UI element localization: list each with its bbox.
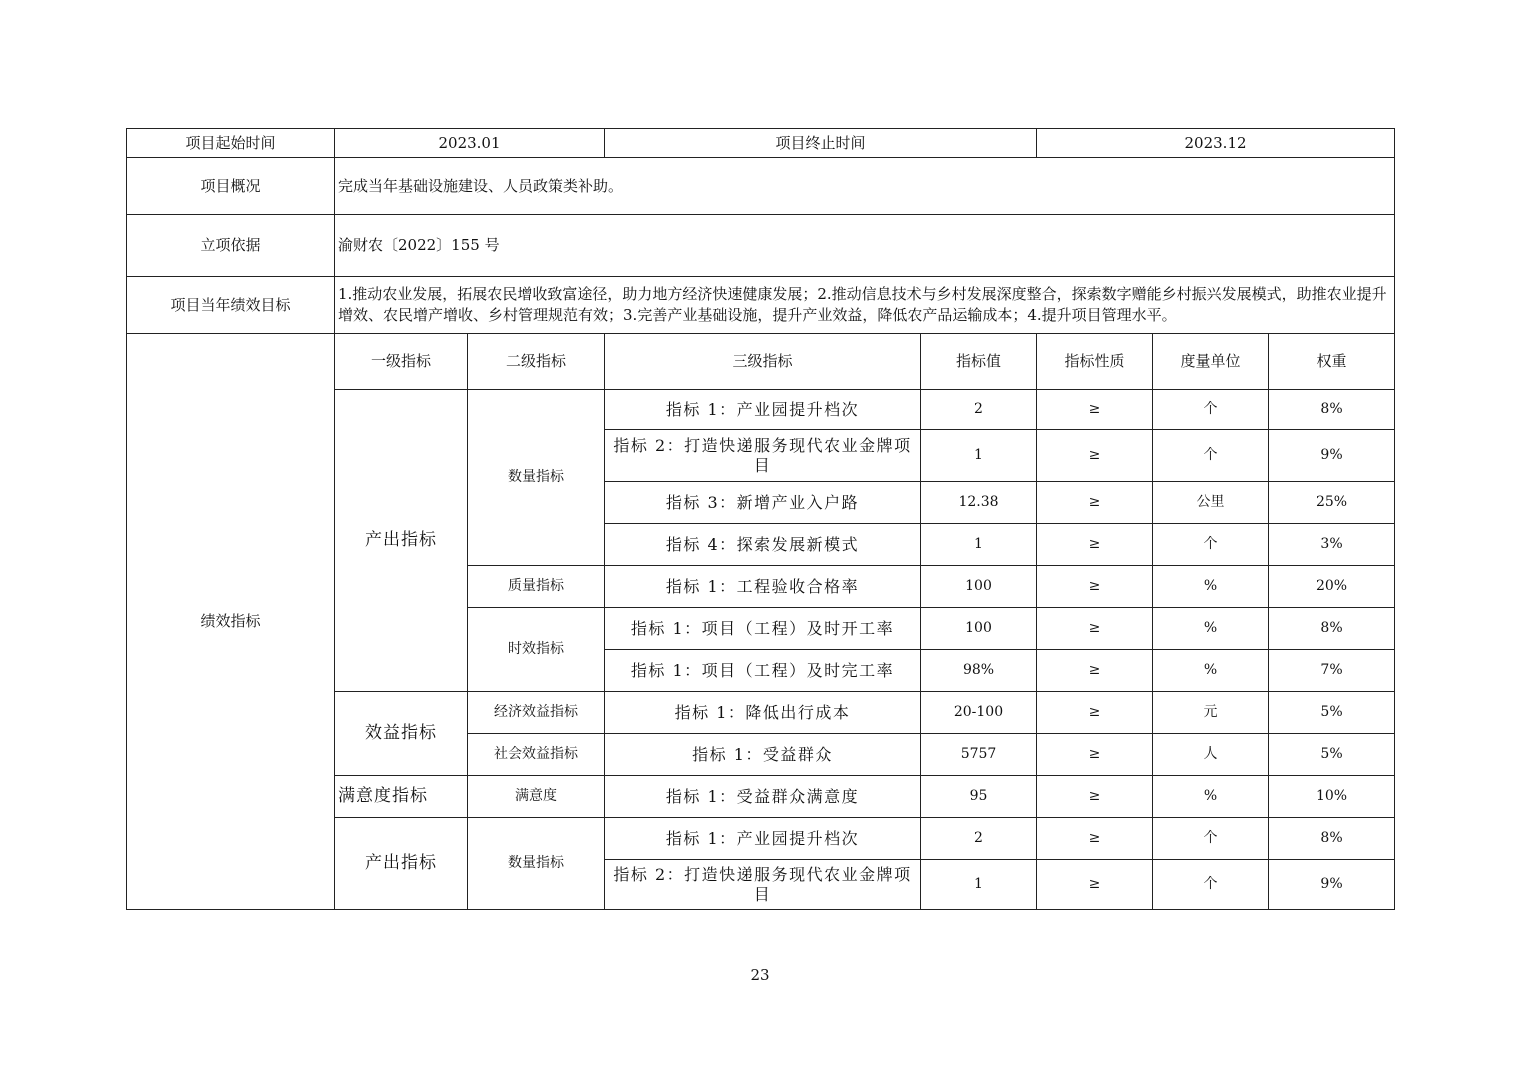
column-header: 三级指标 [605,334,921,390]
performance-table [126,128,1395,910]
indicator-nature: ≥ [1037,692,1153,734]
indicator-name: 指标 1：降低出行成本 [605,692,921,734]
indicator-unit: % [1153,566,1269,608]
indicator-name: 指标 3：新增产业入户路 [605,482,921,524]
indicator-unit: 个 [1153,860,1269,910]
indicator-unit: 公里 [1153,482,1269,524]
indicator-name: 指标 2：打造快递服务现代农业金牌项目 [605,860,921,910]
indicator-value: 5757 [921,734,1037,776]
indicator-unit: 个 [1153,390,1269,430]
indicator-nature: ≥ [1037,734,1153,776]
indicator-weight: 5% [1269,734,1395,776]
indicator-name: 指标 4：探索发展新模式 [605,524,921,566]
overview-label: 项目概况 [127,158,335,215]
indicator-value: 20-100 [921,692,1037,734]
basis-value: 渝财农〔2022〕155 号 [335,215,1395,277]
indicator-nature: ≥ [1037,524,1153,566]
indicator-weight: 9% [1269,430,1395,482]
indicator-value: 1 [921,430,1037,482]
indicator-nature: ≥ [1037,566,1153,608]
indicator-weight: 3% [1269,524,1395,566]
end-time-label: 项目终止时间 [605,129,1037,158]
indicator-value: 2 [921,818,1037,860]
indicator-weight: 8% [1269,608,1395,650]
indicator-nature: ≥ [1037,482,1153,524]
header-row [127,129,1395,158]
indicator-nature: ≥ [1037,650,1153,692]
indicator-unit: % [1153,608,1269,650]
indicator-weight: 5% [1269,692,1395,734]
indicator-weight: 25% [1269,482,1395,524]
indicator-weight: 10% [1269,776,1395,818]
indicator-value: 98% [921,650,1037,692]
indicator-unit: 元 [1153,692,1269,734]
indicator-value: 1 [921,860,1037,910]
column-header: 权重 [1269,334,1395,390]
indicator-value: 100 [921,608,1037,650]
indicator-nature: ≥ [1037,776,1153,818]
level1-output: 产出指标 [335,390,468,692]
level2-social: 社会效益指标 [468,734,605,776]
indicator-unit: % [1153,650,1269,692]
level1-output-2: 产出指标 [335,818,468,910]
indicator-name: 指标 1：受益群众满意度 [605,776,921,818]
indicator-value: 1 [921,524,1037,566]
basis-row [127,215,1395,277]
indicator-unit: 个 [1153,430,1269,482]
indicator-unit: 个 [1153,524,1269,566]
indicator-weight: 7% [1269,650,1395,692]
indicator-weight: 8% [1269,818,1395,860]
indicator-name: 指标 1：工程验收合格率 [605,566,921,608]
indicator-unit: 个 [1153,818,1269,860]
start-time-label: 项目起始时间 [127,129,335,158]
indicators-label: 绩效指标 [127,334,335,910]
indicator-name: 指标 1：受益群众 [605,734,921,776]
indicator-value: 12.38 [921,482,1037,524]
level2-quantity: 数量指标 [468,390,605,566]
indicator-value: 100 [921,566,1037,608]
indicator-name: 指标 1：项目（工程）及时完工率 [605,650,921,692]
indicator-weight: 9% [1269,860,1395,910]
indicator-name: 指标 1：产业园提升档次 [605,818,921,860]
start-time-value: 2023.01 [335,129,605,158]
indicator-nature: ≥ [1037,430,1153,482]
indicator-unit: 人 [1153,734,1269,776]
indicator-value: 95 [921,776,1037,818]
level2-quantity-2: 数量指标 [468,818,605,910]
goal-value: 1.推动农业发展，拓展农民增收致富途径，助力地方经济快速健康发展；2.推动信息技术与乡村发展深度整合，探索数字赠能乡村振兴发展模式，助推农业提升增效、农民增产增收、乡村管理规范有效；3.完善产业基础设施，提升产业效益，降低农产品运输成本；4.提升项目管理水平。 [335,277,1395,334]
indicator-header-row [127,334,1395,390]
indicator-nature: ≥ [1037,818,1153,860]
indicator-nature: ≥ [1037,860,1153,910]
basis-label: 立项依据 [127,215,335,277]
indicator-name: 指标 1：产业园提升档次 [605,390,921,430]
indicator-weight: 20% [1269,566,1395,608]
column-header: 指标性质 [1037,334,1153,390]
level1-satisfaction: 满意度指标 [335,776,468,818]
indicator-nature: ≥ [1037,390,1153,430]
column-header: 一级指标 [335,334,468,390]
level1-benefit: 效益指标 [335,692,468,776]
level2-satisfaction: 满意度 [468,776,605,818]
overview-row [127,158,1395,215]
level2-quality: 质量指标 [468,566,605,608]
indicator-name: 指标 1：项目（工程）及时开工率 [605,608,921,650]
goal-row [127,277,1395,334]
level2-timeliness: 时效指标 [468,608,605,692]
column-header: 二级指标 [468,334,605,390]
end-time-value: 2023.12 [1037,129,1395,158]
indicator-name: 指标 2：打造快递服务现代农业金牌项目 [605,430,921,482]
page-number: 23 [750,966,770,984]
indicator-unit: % [1153,776,1269,818]
level2-economic: 经济效益指标 [468,692,605,734]
column-header: 指标值 [921,334,1037,390]
goal-label: 项目当年绩效目标 [127,277,335,334]
indicator-value: 2 [921,390,1037,430]
indicator-weight: 8% [1269,390,1395,430]
column-header: 度量单位 [1153,334,1269,390]
indicator-nature: ≥ [1037,608,1153,650]
overview-value: 完成当年基础设施建设、人员政策类补助。 [335,158,1395,215]
